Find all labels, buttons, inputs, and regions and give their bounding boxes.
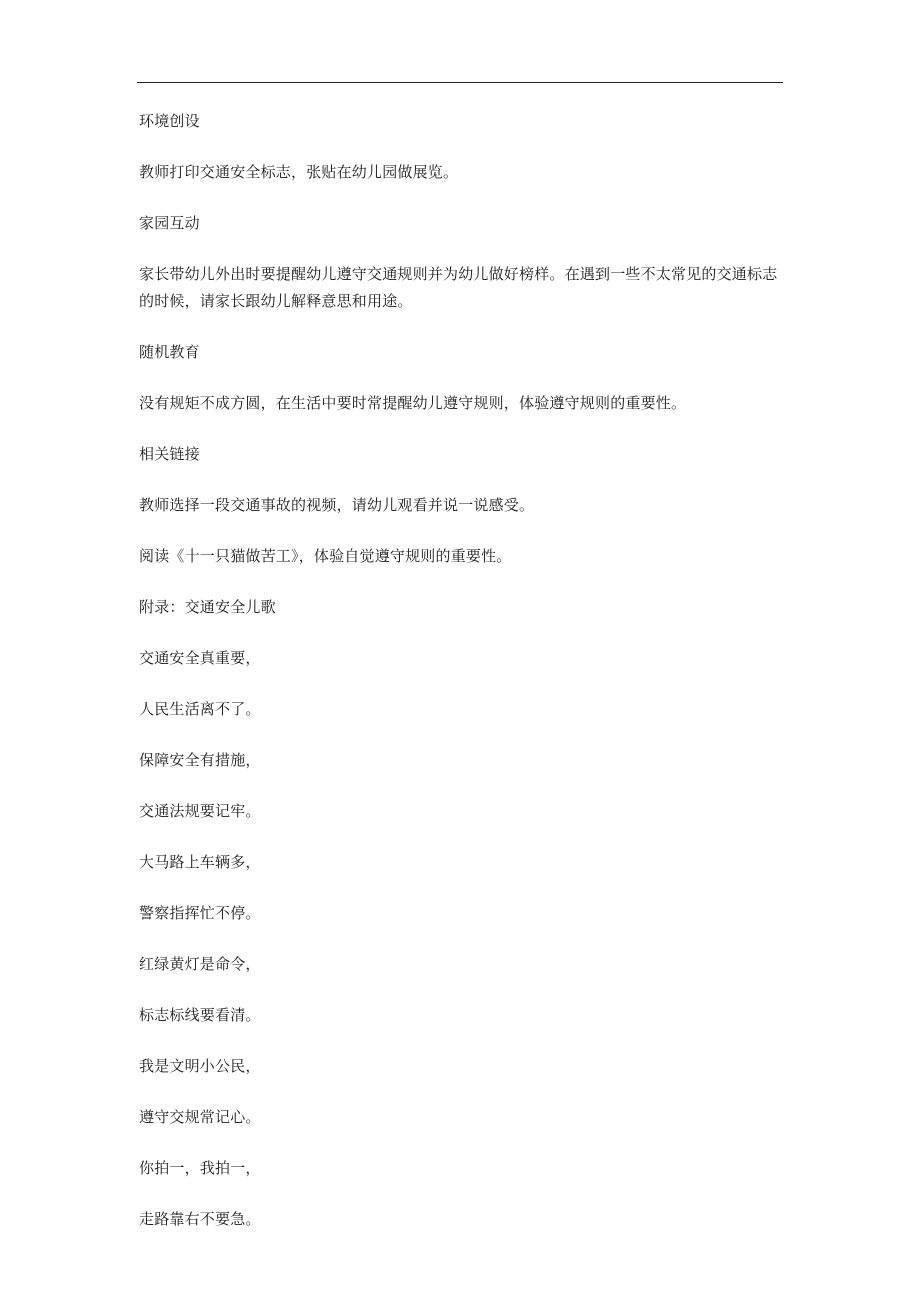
poem-line: 保障安全有措施， <box>139 751 261 769</box>
paragraph-home-school-interaction: 家长带幼儿外出时要提醒幼儿遵守交通规则并为幼儿做好榜样。在遇到一些不太常见的交通标志的时候，请家长跟幼儿解释意思和用途。 <box>139 265 778 310</box>
paragraph-incidental-education: 没有规矩不成方圆，在生活中要时常提醒幼儿遵守规则，体验遵守规则的重要性。 <box>139 394 687 412</box>
poem-line: 警察指挥忙不停。 <box>139 904 261 922</box>
heading-related-links: 相关链接 <box>139 445 200 463</box>
poem-line: 你拍一，我拍一， <box>139 1159 261 1177</box>
paragraph-environment-setup: 教师打印交通安全标志，张贴在幼儿园做展览。 <box>139 163 459 181</box>
paragraph-related-links-video: 教师选择一段交通事故的视频，请幼儿观看并说一说感受。 <box>139 496 535 514</box>
poem-line: 大马路上车辆多， <box>139 853 261 871</box>
heading-incidental-education: 随机教育 <box>139 343 200 361</box>
heading-environment-setup: 环境创设 <box>139 112 200 130</box>
paragraph-related-links-reading: 阅读《十一只猫做苦工》，体验自觉遵守规则的重要性。 <box>139 547 512 565</box>
poem-line: 红绿黄灯是命令， <box>139 955 261 973</box>
poem-line: 我是文明小公民， <box>139 1057 261 1075</box>
poem-line: 遵守交规常记心。 <box>139 1108 261 1126</box>
heading-appendix: 附录：交通安全儿歌 <box>139 598 276 616</box>
poem-line: 走路靠右不要急。 <box>139 1210 261 1228</box>
poem-line: 人民生活离不了。 <box>139 700 261 718</box>
poem-line: 交通安全真重要， <box>139 649 261 667</box>
document-body <box>139 108 785 1233</box>
heading-home-school-interaction: 家园互动 <box>139 214 200 232</box>
poem-line: 交通法规要记牢。 <box>139 802 261 820</box>
poem-line: 标志标线要看清。 <box>139 1006 261 1024</box>
header-rule <box>137 82 783 83</box>
